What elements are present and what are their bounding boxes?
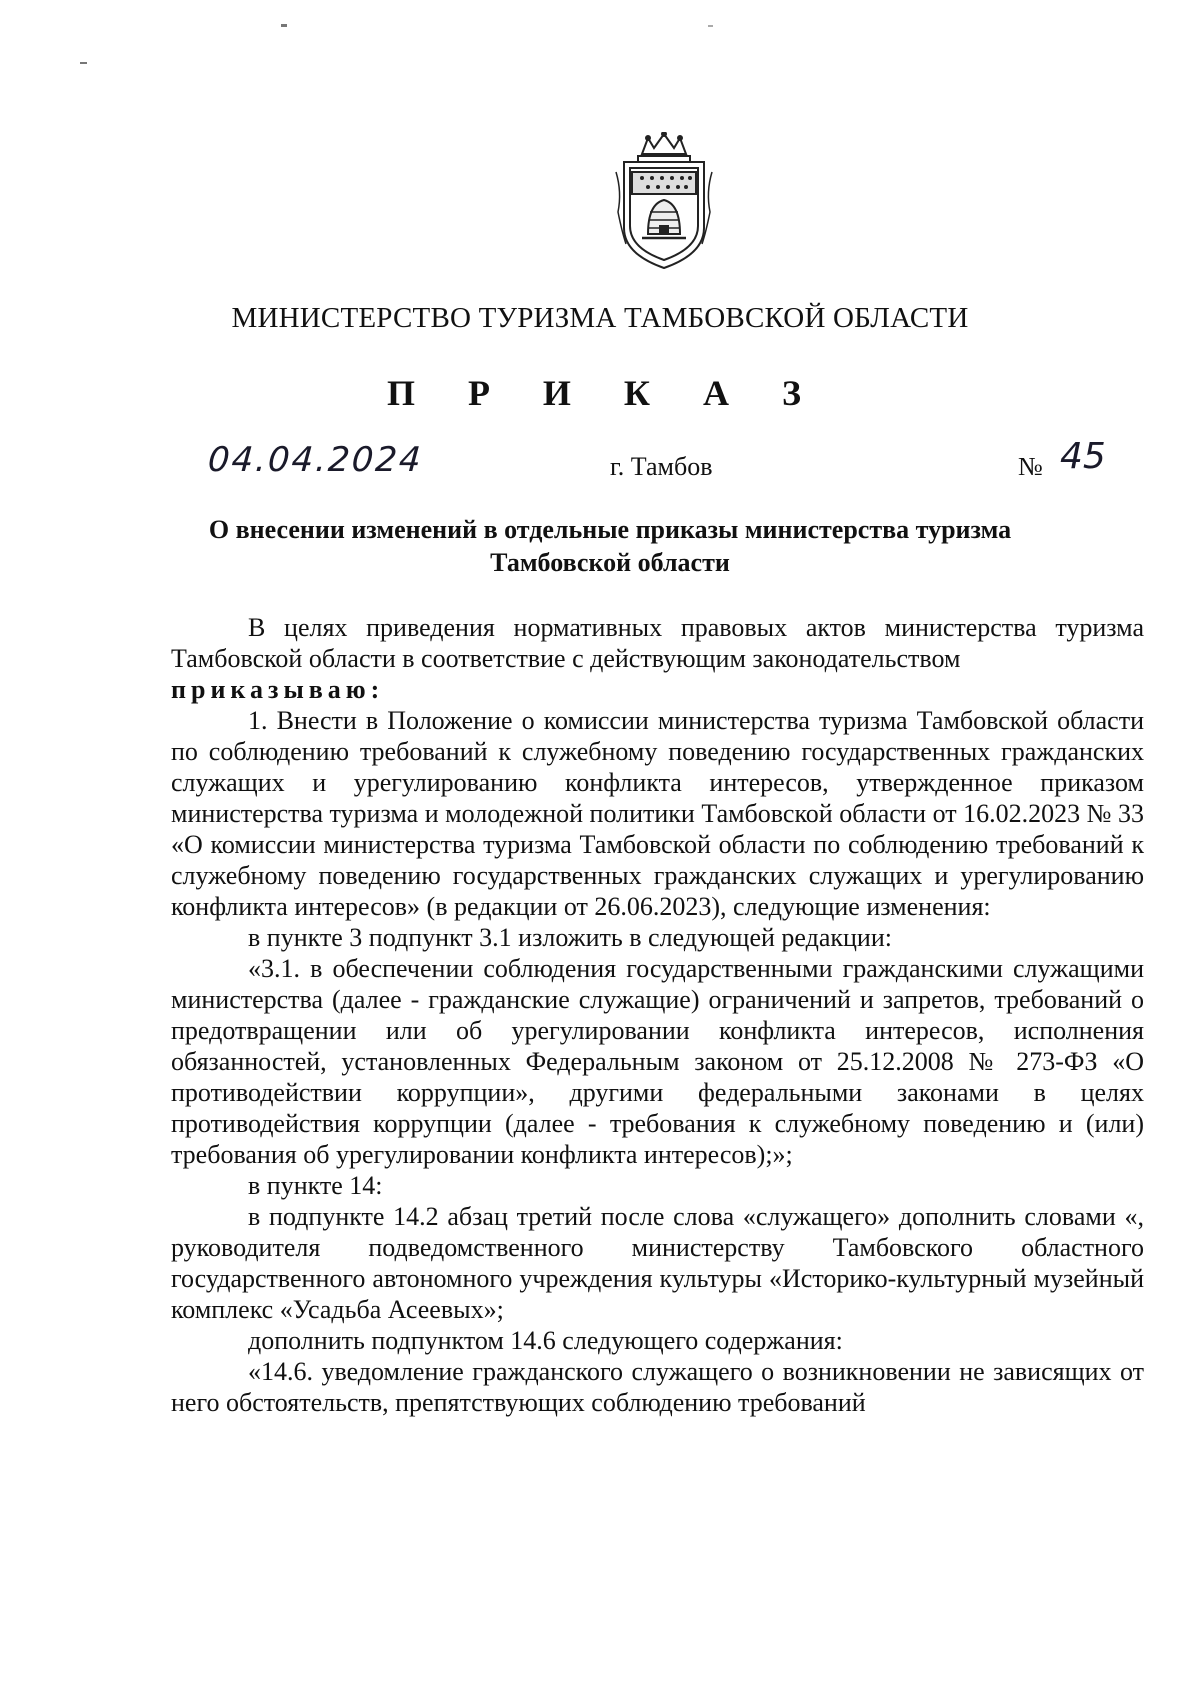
point-3-intro: в пункте 3 подпункт 3.1 изложить в следующей редакции: <box>248 923 892 952</box>
subject-line-1: О внесении изменений в отдельные приказы министерства туризма <box>208 515 1012 544</box>
subpoint-14-6-intro: дополнить подпунктом 14.6 следующего содержания: <box>248 1326 843 1355</box>
document-type-title: П Р И К А З <box>386 373 824 413</box>
subpoint-14-6-text: «14.6. уведомление гражданского служащего о возникновении не зависящих от него обстоятельств, препятствующих соблюдению требований <box>171 1357 1144 1417</box>
subpoint-14-2: в подпункте 14.2 абзац третий после слова «служащего» дополнить словами «, руководителя подведомственного министерству Тамбовского областного государственного автономного учреждения культуры «Историко-культурный музейный комплекс «Усадьба Асеевых»; <box>171 1202 1144 1324</box>
scan-speck <box>281 24 287 27</box>
handwritten-order-number: 45 <box>1060 436 1106 477</box>
point-3-text: «3.1. в обеспечении соблюдения государственными гражданскими служащими министерства (далее - гражданские служащие) ограничений и запретов, требований о предотвращении или об урегулировании конфликта интересов, исполнения обязанностей, установленных Федеральным законом от 25.12.2008 № 273-ФЗ «О противодействии коррупции», другими федеральными законами в целях противодействия коррупции (далее - требования к служебному поведению и (или) требования об урегулировании конфликта интересов);»; <box>171 954 1144 1169</box>
order-subject <box>150 513 1070 579</box>
city-label: г. Тамбов <box>610 452 713 481</box>
point-14-intro: в пункте 14: <box>248 1171 383 1200</box>
subject-line-2: Тамбовской области <box>490 548 730 577</box>
scan-speck <box>708 25 713 27</box>
order-body <box>171 612 1144 1418</box>
order-word-paragraph <box>171 674 1144 705</box>
handwritten-date: 04.04.2024 <box>206 440 425 480</box>
item-1-paragraph: 1. Внести в Положение о комиссии министерства туризма Тамбовской области по соблюдению требований к служебному поведению государственных гражданских служащих и урегулированию конфликта интересов, утвержденное приказом министерства туризма и молодежной политики Тамбовской области от 16.02.2023 № 33 «О комиссии министерства туризма Тамбовской области по соблюдению требований к служебному поведению государственных гражданских служащих и урегулированию конфликта интересов» (в редакции от 26.06.2023), следующие изменения: <box>171 706 1144 921</box>
ministry-name: МИНИСТЕРСТВО ТУРИЗМА ТАМБОВСКОЙ ОБЛАСТИ <box>231 302 969 334</box>
coat-of-arms-emblem <box>612 132 716 272</box>
scan-speck <box>80 62 87 64</box>
number-sign: № <box>1018 452 1043 481</box>
intro-paragraph: В целях приведения нормативных правовых актов министерства туризма Тамбовской области в соответствие с действующим законодательством <box>171 613 1144 673</box>
order-word: приказываю: <box>171 675 385 704</box>
